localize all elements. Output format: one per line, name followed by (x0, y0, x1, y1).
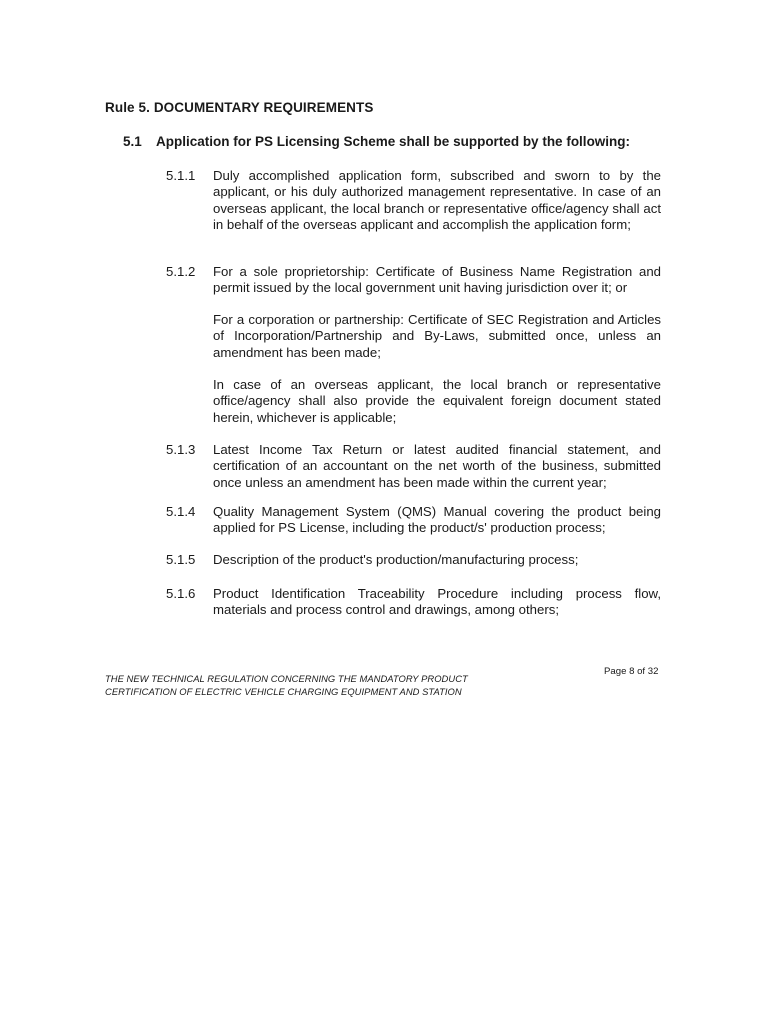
item-text: For a sole proprietorship: Certificate of Business Name Registration and permit issued by the local government unit having jurisdiction over it; or (213, 264, 661, 296)
item-text: Product Identification Traceability Procedure including process flow, materials and process control and drawings, among others; (213, 586, 661, 618)
requirement-item (166, 442, 661, 491)
item-number: 5.1.2 (166, 264, 196, 279)
requirement-item (166, 552, 661, 568)
requirement-item (166, 586, 661, 619)
item-number: 5.1.6 (166, 586, 196, 601)
footer-line-1: THE NEW TECHNICAL REGULATION CONCERNING THE MANDATORY PRODUCT (105, 673, 468, 684)
footer-line-2: CERTIFICATION OF ELECTRIC VEHICLE CHARGING EQUIPMENT AND STATION (105, 685, 462, 697)
requirement-item (166, 504, 661, 537)
item-number: 5.1.1 (166, 168, 196, 183)
item-text: Duly accomplished application form, subscribed and sworn to by the applicant, or his duly authorized management representative. In case of an overseas applicant, the local branch or representative office/agency shall act in behalf of the overseas applicant and accomplish the application form; (213, 168, 661, 232)
section-number: 5.1 (123, 134, 142, 149)
requirement-item (166, 264, 661, 297)
page-number: Page 8 of 32 (604, 666, 659, 677)
section-heading (123, 134, 683, 149)
item-text: Latest Income Tax Return or latest audited financial statement, and certification of an accountant on the net worth of the business, submitted once unless an amendment has been made within the current year; (213, 442, 661, 490)
item-text: Description of the product's production/manufacturing process; (213, 552, 579, 567)
item-text: Quality Management System (QMS) Manual covering the product being applied for PS License, including the product/s' production process; (213, 504, 661, 536)
footer-title (105, 673, 525, 698)
item-subparagraph: For a corporation or partnership: Certificate of SEC Registration and Articles of Incorporation/Partnership and By-Laws, submitted once, unless an amendment has been made; (213, 312, 661, 360)
requirement-item (166, 168, 661, 233)
item-number: 5.1.3 (166, 442, 196, 457)
item-number: 5.1.5 (166, 552, 196, 567)
item-number: 5.1.4 (166, 504, 196, 519)
item-subparagraph: In case of an overseas applicant, the local branch or representative office/agency shall also provide the equivalent foreign document stated herein, whichever is applicable; (213, 377, 661, 425)
section-title: Application for PS Licensing Scheme shall be supported by the following: (156, 134, 631, 149)
rule-heading: Rule 5. DOCUMENTARY REQUIREMENTS (105, 100, 374, 115)
